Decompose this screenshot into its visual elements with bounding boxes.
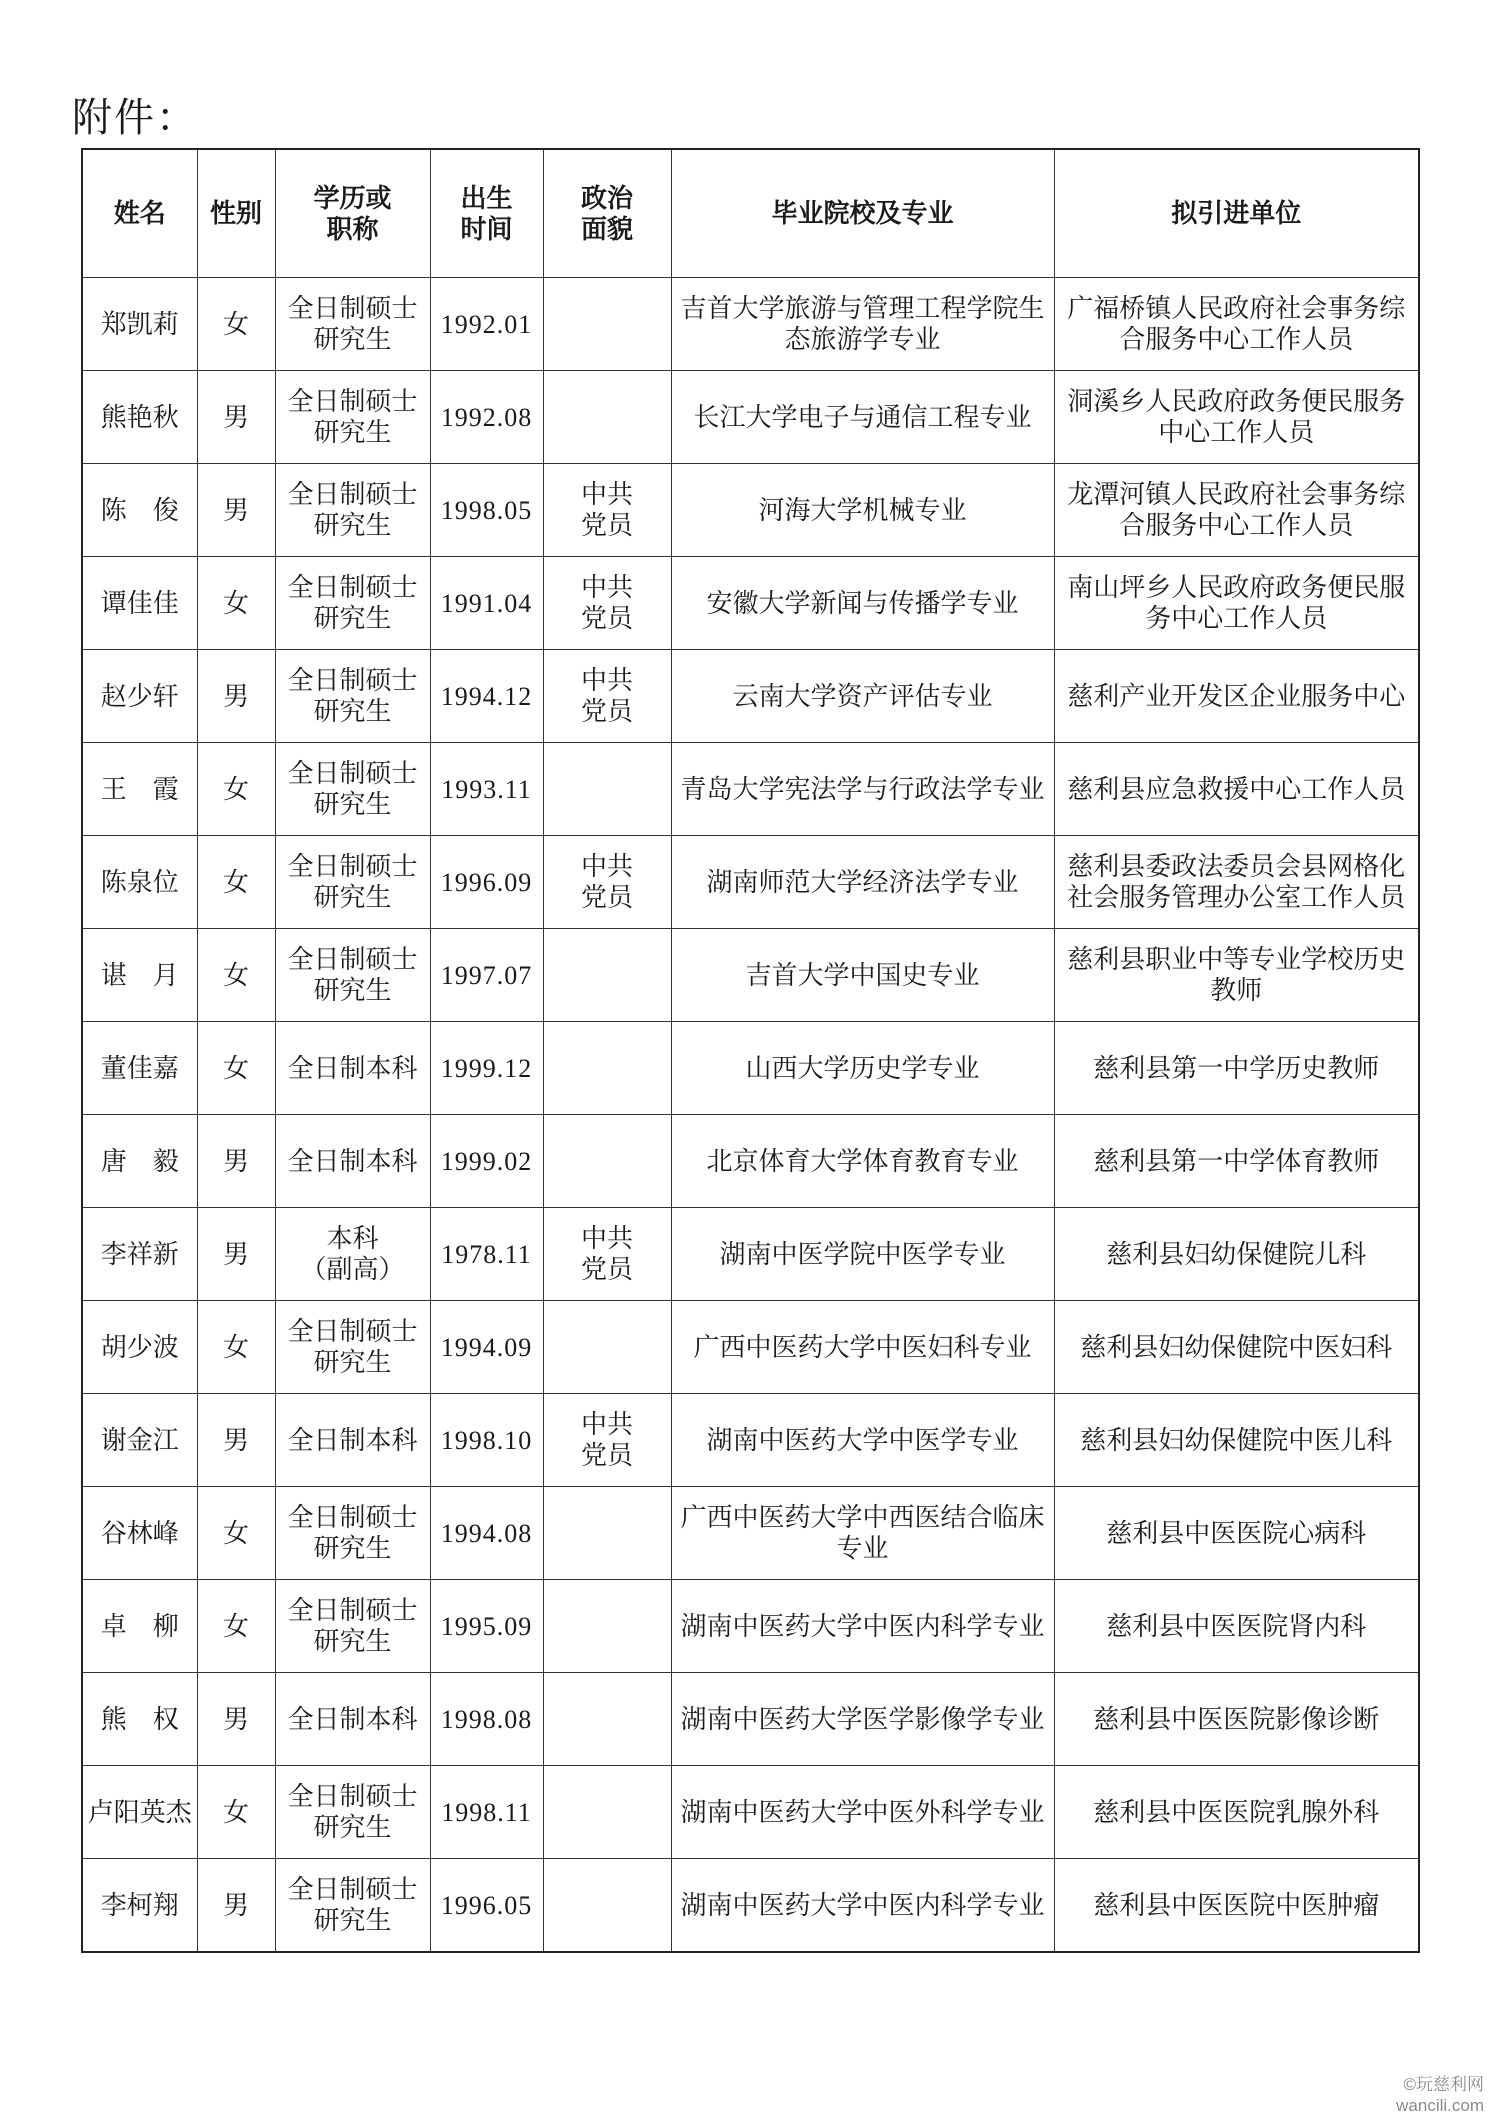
cell-gender: 男 <box>197 464 275 557</box>
cell-gender: 女 <box>197 1301 275 1394</box>
cell-education: 全日制硕士 研究生 <box>275 1301 430 1394</box>
cell-political <box>543 1673 671 1766</box>
cell-gender: 女 <box>197 1487 275 1580</box>
cell-political: 中共 党员 <box>543 1394 671 1487</box>
cell-gender: 女 <box>197 836 275 929</box>
cell-political <box>543 371 671 464</box>
cell-unit: 慈利县中医医院肾内科 <box>1054 1580 1419 1673</box>
cell-education: 全日制硕士 研究生 <box>275 464 430 557</box>
cell-political <box>543 1487 671 1580</box>
cell-political <box>543 1115 671 1208</box>
cell-name: 陈 俊 <box>82 464 197 557</box>
cell-political <box>543 1580 671 1673</box>
watermark-brand: ©玩慈利网 <box>1403 2075 1484 2094</box>
header-row <box>82 149 1419 278</box>
cell-birth: 1993.11 <box>430 743 543 836</box>
cell-birth: 1998.08 <box>430 1673 543 1766</box>
cell-school: 湖南师范大学经济法学专业 <box>671 836 1054 929</box>
cell-name: 谌 月 <box>82 929 197 1022</box>
cell-birth: 1996.05 <box>430 1859 543 1953</box>
cell-birth: 1992.01 <box>430 278 543 371</box>
cell-birth: 1991.04 <box>430 557 543 650</box>
cell-political <box>543 1766 671 1859</box>
cell-birth: 1978.11 <box>430 1208 543 1301</box>
cell-gender: 男 <box>197 1673 275 1766</box>
table-row <box>82 1394 1419 1487</box>
cell-gender: 女 <box>197 557 275 650</box>
cell-gender: 女 <box>197 743 275 836</box>
cell-school: 北京体育大学体育教育专业 <box>671 1115 1054 1208</box>
header-unit: 拟引进单位 <box>1054 149 1419 278</box>
cell-name: 谭佳佳 <box>82 557 197 650</box>
cell-political: 中共 党员 <box>543 557 671 650</box>
table-row <box>82 1115 1419 1208</box>
cell-political: 中共 党员 <box>543 464 671 557</box>
table-header <box>82 149 1419 278</box>
table-row <box>82 836 1419 929</box>
cell-birth: 1996.09 <box>430 836 543 929</box>
cell-name: 陈泉位 <box>82 836 197 929</box>
cell-school: 广西中医药大学中医妇科专业 <box>671 1301 1054 1394</box>
table-row <box>82 1673 1419 1766</box>
header-birth: 出生 时间 <box>430 149 543 278</box>
cell-birth: 1997.07 <box>430 929 543 1022</box>
cell-school: 广西中医药大学中西医结合临床 专业 <box>671 1487 1054 1580</box>
cell-education: 全日制硕士 研究生 <box>275 1487 430 1580</box>
cell-birth: 1999.02 <box>430 1115 543 1208</box>
cell-school: 青岛大学宪法学与行政法学专业 <box>671 743 1054 836</box>
cell-school: 湖南中医药大学中医内科学专业 <box>671 1859 1054 1953</box>
table-row <box>82 1859 1419 1953</box>
cell-name: 董佳嘉 <box>82 1022 197 1115</box>
table-row <box>82 1208 1419 1301</box>
cell-unit: 慈利县应急救援中心工作人员 <box>1054 743 1419 836</box>
cell-name: 熊 权 <box>82 1673 197 1766</box>
cell-unit: 慈利产业开发区企业服务中心 <box>1054 650 1419 743</box>
cell-political <box>543 1301 671 1394</box>
cell-political <box>543 743 671 836</box>
cell-name: 卢阳英杰 <box>82 1766 197 1859</box>
cell-gender: 女 <box>197 1580 275 1673</box>
cell-name: 谢金江 <box>82 1394 197 1487</box>
cell-unit: 洞溪乡人民政府政务便民服务 中心工作人员 <box>1054 371 1419 464</box>
site-watermark <box>1396 2074 1484 2116</box>
cell-school: 山西大学历史学专业 <box>671 1022 1054 1115</box>
cell-unit: 慈利县中医医院乳腺外科 <box>1054 1766 1419 1859</box>
cell-education: 全日制硕士 研究生 <box>275 1580 430 1673</box>
cell-education: 全日制硕士 研究生 <box>275 650 430 743</box>
cell-unit: 慈利县妇幼保健院中医儿科 <box>1054 1394 1419 1487</box>
cell-political: 中共 党员 <box>543 836 671 929</box>
cell-birth: 1994.12 <box>430 650 543 743</box>
cell-education: 全日制本科 <box>275 1673 430 1766</box>
cell-birth: 1994.08 <box>430 1487 543 1580</box>
table-row <box>82 743 1419 836</box>
cell-unit: 广福桥镇人民政府社会事务综 合服务中心工作人员 <box>1054 278 1419 371</box>
cell-birth: 1995.09 <box>430 1580 543 1673</box>
cell-school: 河海大学机械专业 <box>671 464 1054 557</box>
cell-education: 全日制硕士 研究生 <box>275 278 430 371</box>
cell-gender: 男 <box>197 1115 275 1208</box>
header-name: 姓名 <box>82 149 197 278</box>
cell-birth: 1999.12 <box>430 1022 543 1115</box>
cell-political: 中共 党员 <box>543 1208 671 1301</box>
cell-education: 全日制硕士 研究生 <box>275 557 430 650</box>
table-row <box>82 464 1419 557</box>
cell-education: 本科 （副高） <box>275 1208 430 1301</box>
cell-political: 中共 党员 <box>543 650 671 743</box>
cell-name: 李柯翔 <box>82 1859 197 1953</box>
table-row <box>82 557 1419 650</box>
cell-school: 湖南中医药大学中医学专业 <box>671 1394 1054 1487</box>
header-gender: 性别 <box>197 149 275 278</box>
cell-gender: 女 <box>197 278 275 371</box>
cell-education: 全日制硕士 研究生 <box>275 743 430 836</box>
cell-birth: 1994.09 <box>430 1301 543 1394</box>
cell-birth: 1998.10 <box>430 1394 543 1487</box>
cell-unit: 慈利县妇幼保健院儿科 <box>1054 1208 1419 1301</box>
cell-school: 吉首大学中国史专业 <box>671 929 1054 1022</box>
cell-birth: 1998.11 <box>430 1766 543 1859</box>
cell-education: 全日制本科 <box>275 1022 430 1115</box>
cell-unit: 慈利县职业中等专业学校历史 教师 <box>1054 929 1419 1022</box>
cell-gender: 男 <box>197 1859 275 1953</box>
cell-unit: 慈利县第一中学历史教师 <box>1054 1022 1419 1115</box>
cell-gender: 男 <box>197 371 275 464</box>
header-education: 学历或 职称 <box>275 149 430 278</box>
cell-school: 吉首大学旅游与管理工程学院生 态旅游学专业 <box>671 278 1054 371</box>
cell-education: 全日制硕士 研究生 <box>275 836 430 929</box>
cell-education: 全日制硕士 研究生 <box>275 1766 430 1859</box>
cell-political <box>543 1859 671 1953</box>
table-row <box>82 650 1419 743</box>
cell-gender: 女 <box>197 1022 275 1115</box>
cell-name: 谷林峰 <box>82 1487 197 1580</box>
cell-school: 安徽大学新闻与传播学专业 <box>671 557 1054 650</box>
cell-name: 王 霞 <box>82 743 197 836</box>
table-row <box>82 929 1419 1022</box>
cell-education: 全日制本科 <box>275 1394 430 1487</box>
cell-political <box>543 1022 671 1115</box>
cell-name: 赵少轩 <box>82 650 197 743</box>
cell-political <box>543 278 671 371</box>
cell-gender: 女 <box>197 929 275 1022</box>
cell-school: 长江大学电子与通信工程专业 <box>671 371 1054 464</box>
cell-name: 唐 毅 <box>82 1115 197 1208</box>
cell-unit: 南山坪乡人民政府政务便民服 务中心工作人员 <box>1054 557 1419 650</box>
cell-name: 郑凯莉 <box>82 278 197 371</box>
cell-birth: 1992.08 <box>430 371 543 464</box>
cell-gender: 男 <box>197 1394 275 1487</box>
cell-education: 全日制硕士 研究生 <box>275 371 430 464</box>
cell-unit: 慈利县中医医院影像诊断 <box>1054 1673 1419 1766</box>
cell-birth: 1998.05 <box>430 464 543 557</box>
cell-name: 胡少波 <box>82 1301 197 1394</box>
cell-gender: 男 <box>197 1208 275 1301</box>
cell-unit: 慈利县中医医院心病科 <box>1054 1487 1419 1580</box>
cell-unit: 慈利县第一中学体育教师 <box>1054 1115 1419 1208</box>
attachment-title: 附件： <box>72 95 198 140</box>
table-row <box>82 1487 1419 1580</box>
cell-education: 全日制硕士 研究生 <box>275 1859 430 1953</box>
cell-school: 云南大学资产评估专业 <box>671 650 1054 743</box>
table-row <box>82 1580 1419 1673</box>
cell-school: 湖南中医药大学医学影像学专业 <box>671 1673 1054 1766</box>
cell-unit: 慈利县妇幼保健院中医妇科 <box>1054 1301 1419 1394</box>
cell-name: 李祥新 <box>82 1208 197 1301</box>
cell-unit: 慈利县中医医院中医肿瘤 <box>1054 1859 1419 1953</box>
table-row <box>82 1301 1419 1394</box>
cell-unit: 龙潭河镇人民政府社会事务综 合服务中心工作人员 <box>1054 464 1419 557</box>
table-row <box>82 278 1419 371</box>
cell-gender: 男 <box>197 650 275 743</box>
cell-gender: 女 <box>197 1766 275 1859</box>
table-row <box>82 1766 1419 1859</box>
header-school: 毕业院校及专业 <box>671 149 1054 278</box>
cell-education: 全日制硕士 研究生 <box>275 929 430 1022</box>
cell-education: 全日制本科 <box>275 1115 430 1208</box>
cell-school: 湖南中医药大学中医内科学专业 <box>671 1580 1054 1673</box>
table-row <box>82 1022 1419 1115</box>
cell-school: 湖南中医学院中医学专业 <box>671 1208 1054 1301</box>
watermark-url: wancili.com <box>1396 2096 1484 2115</box>
cell-name: 卓 柳 <box>82 1580 197 1673</box>
cell-school: 湖南中医药大学中医外科学专业 <box>671 1766 1054 1859</box>
cell-unit: 慈利县委政法委员会县网格化 社会服务管理办公室工作人员 <box>1054 836 1419 929</box>
table-row <box>82 371 1419 464</box>
cell-name: 熊艳秋 <box>82 371 197 464</box>
header-political: 政治 面貌 <box>543 149 671 278</box>
table-body <box>82 278 1419 1953</box>
candidate-table <box>81 148 1420 1953</box>
cell-political <box>543 929 671 1022</box>
